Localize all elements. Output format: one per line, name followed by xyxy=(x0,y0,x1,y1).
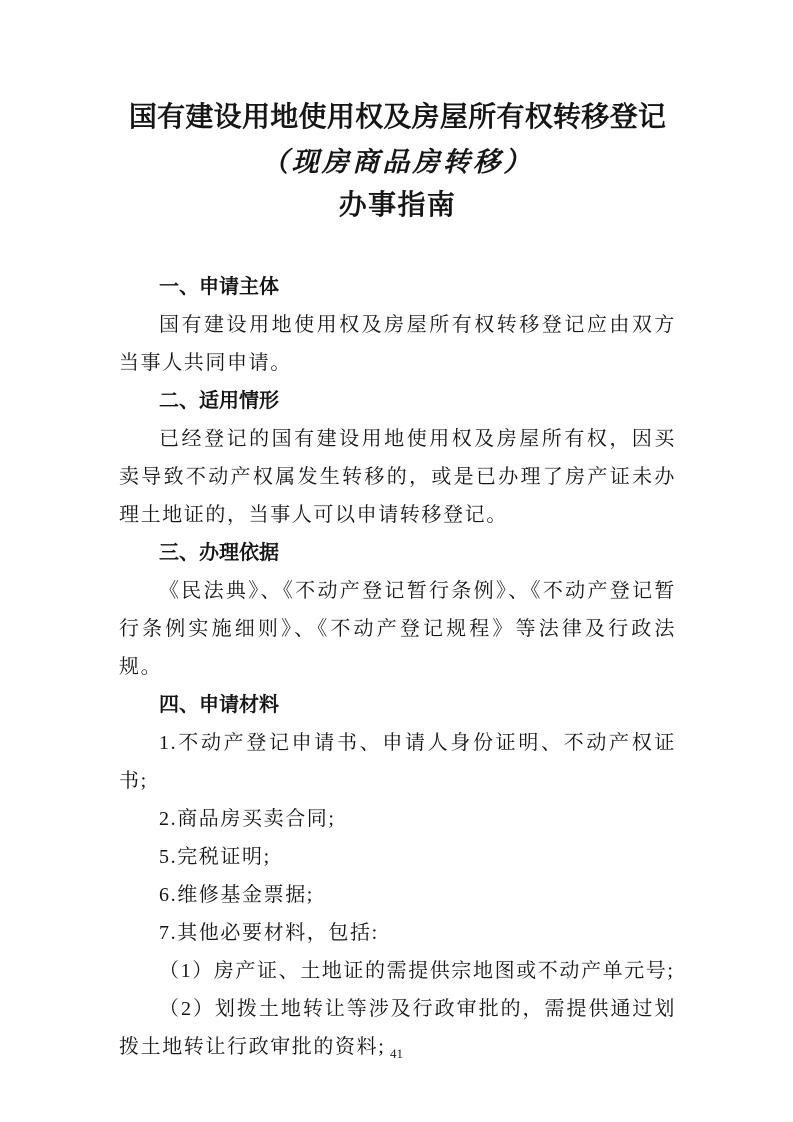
material-item-6: 6.维修基金票据; xyxy=(159,884,314,906)
section-heading: 一、申请主体 xyxy=(159,276,279,298)
title-line-3: 办事指南 xyxy=(338,190,457,221)
paragraph: 国有建设用地使用权及房屋所有权转移登记应由双方当事人共同申请。 xyxy=(119,314,676,374)
material-subitem-2: （2）划拨土地转让等涉及行政审批的，需提供通过划拨土地转让行政审批的资料; xyxy=(119,998,676,1058)
section-heading: 三、办理依据 xyxy=(159,542,279,564)
document-title xyxy=(119,96,676,228)
material-subitem-1: （1）房产证、土地证的需提供宗地图或不动产单元号; xyxy=(159,960,675,982)
paragraph: 《民法典》、《不动产登记暂行条例》、《不动产登记暂行条例实施细则》、《不动产登记规程》等法律及行政法规。 xyxy=(119,580,676,678)
material-item-1: 1.不动产登记申请书、申请人身份证明、不动产权证书; xyxy=(119,732,676,792)
section-applicable-situations xyxy=(119,382,676,534)
section-application-materials xyxy=(119,686,676,1066)
title-line-2: （现房商品房转移） xyxy=(261,147,534,177)
section-heading: 二、适用情形 xyxy=(159,390,279,412)
document-content xyxy=(119,96,676,1066)
section-application-subject xyxy=(119,268,676,382)
title-line-1: 国有建设用地使用权及房屋所有权转移登记 xyxy=(128,102,667,133)
material-item-5: 5.完税证明; xyxy=(159,846,271,868)
page-number: 41 xyxy=(390,1046,403,1061)
section-heading: 四、申请材料 xyxy=(159,694,279,716)
section-legal-basis xyxy=(119,534,676,686)
paragraph: 已经登记的国有建设用地使用权及房屋所有权，因买卖导致不动产权属发生转移的，或是已办理了房产证未办理土地证的，当事人可以申请转移登记。 xyxy=(119,428,676,526)
material-item-7: 7.其他必要材料，包括: xyxy=(159,922,379,944)
material-item-2: 2.商品房买卖合同; xyxy=(159,808,336,830)
